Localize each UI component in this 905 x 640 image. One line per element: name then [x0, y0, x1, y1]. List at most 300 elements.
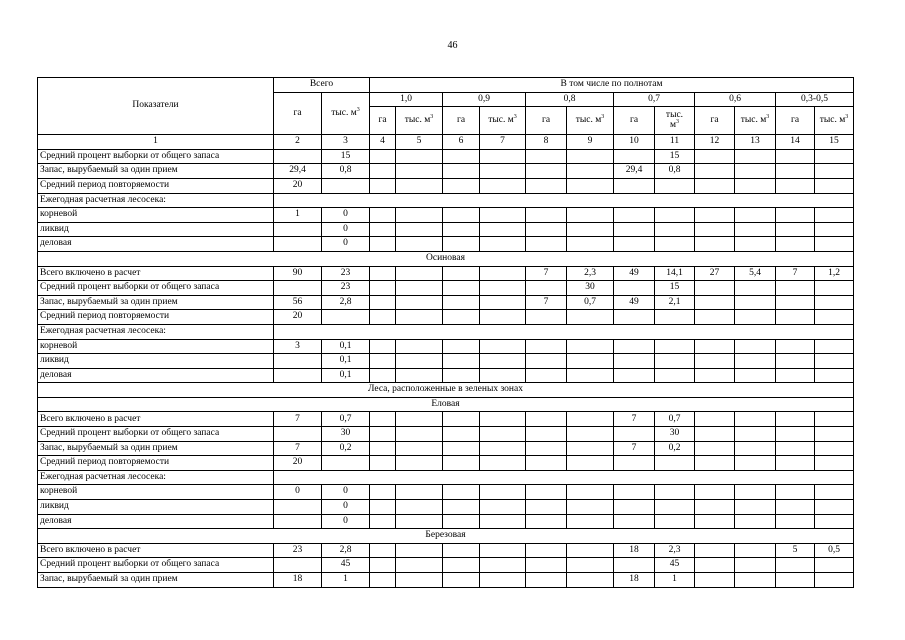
table-cell	[815, 500, 854, 515]
table-cell: 49	[614, 295, 655, 310]
table-row	[38, 310, 854, 325]
table-cell	[735, 427, 776, 442]
table-cell	[695, 412, 735, 427]
row-label: деловая	[38, 514, 274, 529]
empty-span-cell	[274, 470, 854, 485]
table-cell	[443, 543, 480, 558]
table-cell	[695, 295, 735, 310]
table-cell	[480, 222, 526, 237]
table-cell	[735, 456, 776, 471]
table-cell	[695, 456, 735, 471]
table-cell	[695, 208, 735, 223]
table-cell	[370, 237, 396, 252]
table-cell	[655, 237, 695, 252]
table-cell	[655, 368, 695, 383]
section-row	[38, 383, 854, 398]
table-cell	[614, 310, 655, 325]
table-cell	[695, 441, 735, 456]
table-cell: 1,2	[815, 266, 854, 281]
table-cell	[370, 310, 396, 325]
table-cell	[815, 178, 854, 193]
table-cell	[695, 573, 735, 588]
table-cell	[567, 558, 614, 573]
table-cell	[776, 208, 815, 223]
table-cell: 2,1	[655, 295, 695, 310]
table-cell	[614, 500, 655, 515]
table-cell	[274, 514, 322, 529]
table-cell	[776, 573, 815, 588]
table-cell	[567, 368, 614, 383]
header-ha: га	[443, 107, 480, 135]
table-cell	[480, 456, 526, 471]
table-cell	[443, 310, 480, 325]
table-cell: 0	[322, 222, 370, 237]
table-cell: 0,8	[655, 164, 695, 179]
row-label: Запас, вырубаемый за один прием	[38, 295, 274, 310]
row-label: ликвид	[38, 500, 274, 515]
table-cell	[396, 368, 443, 383]
table-cell	[735, 149, 776, 164]
table-cell: 1	[655, 573, 695, 588]
table-cell	[480, 237, 526, 252]
table-cell	[614, 208, 655, 223]
table-cell: 15	[655, 281, 695, 296]
table-cell	[776, 485, 815, 500]
table-cell	[396, 441, 443, 456]
header-total-ha: га	[274, 92, 322, 135]
table-cell: 23	[322, 266, 370, 281]
table-cell	[776, 237, 815, 252]
table-cell	[396, 222, 443, 237]
table-cell	[567, 543, 614, 558]
header-thous: тыс. $м^3$	[396, 107, 443, 135]
column-number: 8	[526, 135, 567, 150]
table-cell	[776, 222, 815, 237]
table-row	[38, 368, 854, 383]
table-cell	[274, 237, 322, 252]
table-cell	[274, 368, 322, 383]
column-number: 7	[480, 135, 526, 150]
empty-span-cell	[274, 193, 854, 208]
table-cell	[526, 339, 567, 354]
table-row	[38, 164, 854, 179]
table-cell	[655, 222, 695, 237]
table-cell	[567, 339, 614, 354]
table-cell	[815, 456, 854, 471]
table-cell: 29,4	[274, 164, 322, 179]
table-cell	[526, 412, 567, 427]
header-density: 0,7	[614, 92, 695, 107]
table-cell	[776, 441, 815, 456]
table-cell	[480, 368, 526, 383]
table-cell: 18	[614, 573, 655, 588]
header-density: 0,9	[443, 92, 526, 107]
table-cell	[370, 500, 396, 515]
table-cell	[567, 412, 614, 427]
table-cell	[735, 222, 776, 237]
table-cell	[480, 514, 526, 529]
table-cell	[480, 339, 526, 354]
header-ha: га	[526, 107, 567, 135]
table-cell	[567, 485, 614, 500]
table-cell	[370, 456, 396, 471]
table-cell	[480, 295, 526, 310]
table-cell	[396, 339, 443, 354]
table-cell	[274, 500, 322, 515]
table-cell	[396, 281, 443, 296]
table-cell	[443, 514, 480, 529]
table-cell	[370, 368, 396, 383]
table-cell	[526, 149, 567, 164]
table-cell: 5	[776, 543, 815, 558]
column-number: 14	[776, 135, 815, 150]
table-cell	[480, 178, 526, 193]
table-cell	[815, 412, 854, 427]
table-cell	[480, 558, 526, 573]
table-cell: 7	[614, 441, 655, 456]
table-cell	[614, 558, 655, 573]
table-cell	[443, 441, 480, 456]
table-cell: 0,1	[322, 354, 370, 369]
table-cell	[526, 354, 567, 369]
section-title: Березовая	[38, 529, 854, 544]
table-cell: 20	[274, 178, 322, 193]
table-cell	[370, 266, 396, 281]
table-cell	[370, 208, 396, 223]
table-cell	[776, 500, 815, 515]
table-cell: 23	[274, 543, 322, 558]
table-cell	[567, 208, 614, 223]
table-row	[38, 514, 854, 529]
table-cell: 18	[274, 573, 322, 588]
table-cell: 23	[322, 281, 370, 296]
row-label: корневой	[38, 208, 274, 223]
table-cell	[815, 222, 854, 237]
row-label: Средний период повторяемости	[38, 456, 274, 471]
row-label: Запас, вырубаемый за один прием	[38, 164, 274, 179]
header-density: 0,6	[695, 92, 776, 107]
table-cell	[815, 164, 854, 179]
table-cell	[526, 281, 567, 296]
table-cell	[695, 354, 735, 369]
table-cell	[776, 456, 815, 471]
header-density: 0,3-0,5	[776, 92, 854, 107]
table-cell	[567, 310, 614, 325]
table-cell: 7	[526, 266, 567, 281]
table-cell	[443, 485, 480, 500]
table-cell	[370, 295, 396, 310]
table-cell	[443, 573, 480, 588]
table-cell	[480, 266, 526, 281]
table-row	[38, 412, 854, 427]
table-cell	[274, 558, 322, 573]
table-row	[38, 237, 854, 252]
header-thous-stacked: тыс. $м^3$	[655, 107, 695, 135]
table-cell	[274, 354, 322, 369]
table-cell	[480, 149, 526, 164]
table-cell	[567, 237, 614, 252]
table-cell	[370, 485, 396, 500]
table-cell	[370, 427, 396, 442]
table-cell	[526, 441, 567, 456]
table-cell	[695, 514, 735, 529]
table-row	[38, 543, 854, 558]
table-cell	[370, 558, 396, 573]
header-total-thous: тыс. $м^3$	[322, 92, 370, 135]
column-number: 9	[567, 135, 614, 150]
table-cell	[776, 339, 815, 354]
table-cell	[396, 295, 443, 310]
header-ha: га	[370, 107, 396, 135]
table-cell	[526, 368, 567, 383]
table-cell	[443, 178, 480, 193]
table-cell	[815, 339, 854, 354]
table-cell	[735, 500, 776, 515]
table-cell	[370, 149, 396, 164]
table-cell	[614, 178, 655, 193]
table-cell	[443, 368, 480, 383]
table-cell	[614, 281, 655, 296]
table-cell: 0,1	[322, 368, 370, 383]
table-cell: 2,8	[322, 295, 370, 310]
table-cell	[655, 354, 695, 369]
table-cell	[815, 208, 854, 223]
table-cell	[443, 164, 480, 179]
table-cell	[370, 514, 396, 529]
row-label: Средний период повторяемости	[38, 310, 274, 325]
table-cell: 3	[274, 339, 322, 354]
table-cell	[526, 164, 567, 179]
table-cell	[396, 164, 443, 179]
table-cell	[815, 368, 854, 383]
header-thous: тыс. $м^3$	[480, 107, 526, 135]
table-cell	[567, 354, 614, 369]
table-cell: 0,1	[322, 339, 370, 354]
table-cell	[735, 310, 776, 325]
table-cell: 20	[274, 456, 322, 471]
row-label: деловая	[38, 368, 274, 383]
table-cell	[614, 222, 655, 237]
table-cell	[567, 514, 614, 529]
table-cell	[735, 354, 776, 369]
table-cell	[695, 485, 735, 500]
table-cell	[655, 339, 695, 354]
table-cell: 30	[567, 281, 614, 296]
table-cell	[396, 427, 443, 442]
table-cell	[370, 178, 396, 193]
table-cell	[567, 427, 614, 442]
header-density: 0,8	[526, 92, 614, 107]
section-title: Еловая	[38, 397, 854, 412]
column-number: 13	[735, 135, 776, 150]
table-cell	[655, 514, 695, 529]
table-cell	[480, 500, 526, 515]
row-label: Ежегодная расчетная лесосека:	[38, 193, 274, 208]
table-row	[38, 485, 854, 500]
table-cell	[776, 368, 815, 383]
table-cell	[370, 441, 396, 456]
table-cell: 7	[614, 412, 655, 427]
row-label: Средний период повторяемости	[38, 178, 274, 193]
table-cell	[776, 178, 815, 193]
table-cell	[614, 368, 655, 383]
table-cell	[480, 281, 526, 296]
row-label: Средний процент выборки от общего запаса	[38, 149, 274, 164]
table-cell	[567, 500, 614, 515]
table-cell	[480, 412, 526, 427]
table-cell	[370, 164, 396, 179]
section-row	[38, 397, 854, 412]
section-row	[38, 529, 854, 544]
table-row	[38, 354, 854, 369]
table-cell	[370, 573, 396, 588]
table-cell	[567, 441, 614, 456]
table-cell	[443, 281, 480, 296]
table-cell	[735, 237, 776, 252]
table-cell	[526, 222, 567, 237]
table-cell	[526, 310, 567, 325]
table-cell: 29,4	[614, 164, 655, 179]
table-cell	[396, 485, 443, 500]
table-cell	[396, 354, 443, 369]
table-cell	[567, 573, 614, 588]
table-cell	[735, 485, 776, 500]
table-cell	[655, 310, 695, 325]
row-label: корневой	[38, 339, 274, 354]
table-row	[38, 208, 854, 223]
table-cell	[776, 295, 815, 310]
column-number: 5	[396, 135, 443, 150]
table-cell	[567, 149, 614, 164]
row-label: Запас, вырубаемый за один прием	[38, 441, 274, 456]
table-cell	[614, 456, 655, 471]
row-label: Всего включено в расчет	[38, 412, 274, 427]
table-cell	[274, 281, 322, 296]
table-cell	[735, 164, 776, 179]
table-cell	[396, 266, 443, 281]
table-cell: 45	[655, 558, 695, 573]
table-cell	[322, 310, 370, 325]
table-cell	[370, 281, 396, 296]
table-cell	[735, 281, 776, 296]
table-cell	[815, 295, 854, 310]
table-cell	[735, 295, 776, 310]
table-cell	[526, 208, 567, 223]
table-cell	[815, 441, 854, 456]
table-cell	[443, 208, 480, 223]
table-cell	[815, 514, 854, 529]
table-cell: 0,2	[655, 441, 695, 456]
table-cell	[815, 281, 854, 296]
table-cell	[396, 543, 443, 558]
table-cell	[695, 237, 735, 252]
header-density: 1,0	[370, 92, 443, 107]
table-cell: 1	[274, 208, 322, 223]
table-cell	[776, 354, 815, 369]
table-cell	[776, 310, 815, 325]
table-cell	[443, 500, 480, 515]
table-cell	[614, 339, 655, 354]
table-cell	[655, 456, 695, 471]
table-row	[38, 149, 854, 164]
table-cell	[614, 354, 655, 369]
table-cell	[443, 339, 480, 354]
empty-span-cell	[274, 324, 854, 339]
table-cell	[735, 208, 776, 223]
table-cell	[776, 412, 815, 427]
column-number: 12	[695, 135, 735, 150]
table-cell: 0,5	[815, 543, 854, 558]
table-cell	[396, 456, 443, 471]
table-cell	[735, 558, 776, 573]
column-number: 10	[614, 135, 655, 150]
table-cell	[567, 456, 614, 471]
table-row	[38, 266, 854, 281]
table-cell	[443, 295, 480, 310]
table-cell	[443, 266, 480, 281]
subheading-row	[38, 470, 854, 485]
table-cell: 0	[322, 208, 370, 223]
row-label: деловая	[38, 237, 274, 252]
column-numbers-row	[38, 135, 854, 150]
table-cell	[695, 222, 735, 237]
row-label: Запас, вырубаемый за один прием	[38, 573, 274, 588]
table-row	[38, 295, 854, 310]
table-cell	[735, 543, 776, 558]
header-indicators: Показатели	[38, 78, 274, 135]
table-cell	[396, 310, 443, 325]
table-cell: 15	[655, 149, 695, 164]
table-cell: 1	[322, 573, 370, 588]
table-cell: 7	[776, 266, 815, 281]
table-cell	[396, 514, 443, 529]
table-cell: 14,1	[655, 266, 695, 281]
subheading-row	[38, 193, 854, 208]
table-cell	[396, 412, 443, 427]
table-row	[38, 427, 854, 442]
table-cell	[567, 164, 614, 179]
table-body	[38, 149, 854, 587]
column-number: 6	[443, 135, 480, 150]
table-cell: 30	[322, 427, 370, 442]
table-cell	[443, 354, 480, 369]
table-cell	[695, 339, 735, 354]
table-cell	[735, 412, 776, 427]
row-label: корневой	[38, 485, 274, 500]
table-row	[38, 500, 854, 515]
table-cell	[614, 485, 655, 500]
table-cell	[567, 178, 614, 193]
table-cell	[370, 412, 396, 427]
table-cell	[735, 339, 776, 354]
subheading-row	[38, 324, 854, 339]
table-cell: 0	[322, 237, 370, 252]
table-cell	[735, 514, 776, 529]
table-cell	[396, 500, 443, 515]
table-cell	[396, 237, 443, 252]
header-ha: га	[695, 107, 735, 135]
table-cell: 2,8	[322, 543, 370, 558]
table-cell: 2,3	[567, 266, 614, 281]
table-cell: 0,7	[567, 295, 614, 310]
table-row	[38, 178, 854, 193]
table-cell	[735, 178, 776, 193]
table-cell	[815, 149, 854, 164]
table-row	[38, 573, 854, 588]
table-cell	[695, 543, 735, 558]
table-cell	[815, 427, 854, 442]
table-cell	[614, 149, 655, 164]
